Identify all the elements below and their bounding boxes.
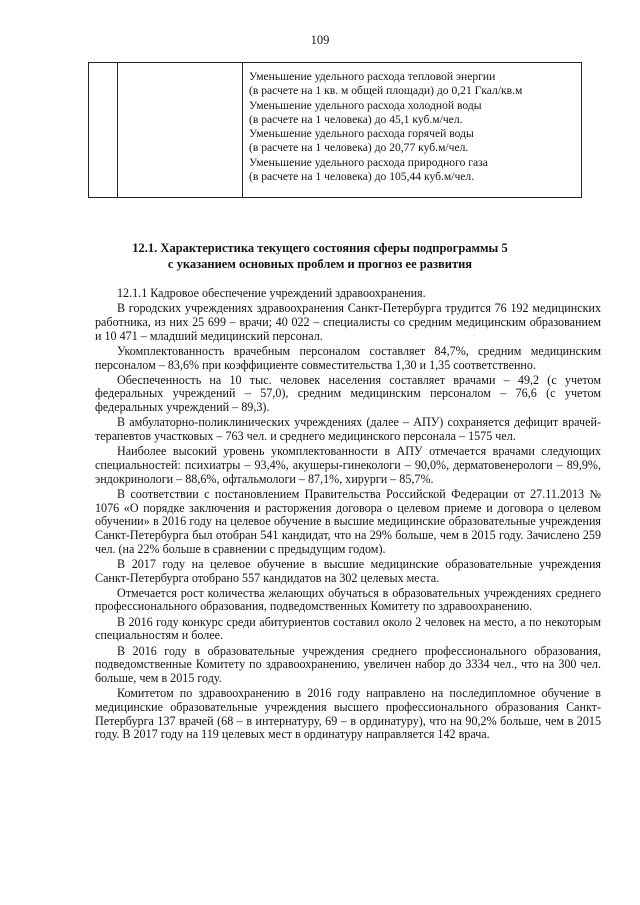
table-row [89,63,582,198]
table-cell-line: Уменьшение удельного расхода тепловой энергии [249,70,496,83]
table-cell-line: (в расчете на 1 кв. м общей площади) до 0,21 Гкал/кв.м [249,84,523,98]
paragraph: В амбулаторно-поликлинических учреждениях (далее – АПУ) сохраняется дефицит врачей-терапевтов участковых – 763 чел. и среднего медицинского персонала – 1575 чел. [95,415,601,444]
paragraph: Комитетом по здравоохранению в 2016 году направлено на последипломное обучение в медицинские образовательные учреждения высшего профессионального образования Санкт-Петербурга 137 врачей (68 – в интернатуру, 69 – в ординатуру), что на 90,2% больше, чем в 2015 году. В 2017 году на 119 целевых мест в ординатуру направляется 142 врача. [95,686,601,742]
paragraph: Укомплектованность врачебным персоналом составляет 84,7%, средним медицинским персоналом – 83,6% при коэффициенте совместительства 1,30 и 1,35 соответственно. [95,343,601,372]
section-heading [60,241,580,272]
paragraph: В 2016 году конкурс среди абитуриентов составил около 2 человек на место, а по некоторым специальностям и более. [95,614,601,643]
table-cell-line: Уменьшение удельного расхода горячей воды [249,127,474,141]
paragraph: Отмечается рост количества желающих обучаться в образовательных учреждениях среднего профессионального образования, подведомственных Комитету по здравоохранению. [95,585,601,614]
table-cell-number [89,63,118,198]
paragraph: В 2016 году в образовательные учреждения среднего профессионального образования, подведомственные Комитету по здравоохранению, увеличен набор до 3334 чел., что на 300 чел. больше, чем в 2015 году. [95,643,601,685]
table-cell-line: (в расчете на 1 человека) до 45,1 куб.м/чел. [249,112,463,126]
paragraph: Обеспеченность на 10 тыс. человек населения составляет врачами – 49,2 (с учетом федеральных учреждений – 57,0), средним медицинским персоналом – 76,6 (с учетом федеральных учреждений – 89,3). [95,372,601,415]
table-cell-line: Уменьшение удельного расхода природного газа [249,155,488,169]
table-cell-results [243,63,582,198]
table-cell-line: (в расчете на 1 человека) до 105,44 куб.м/чел. [249,170,475,184]
paragraph: В 2017 году на целевое обучение в высшие медицинские образовательные учреждения Санкт-Петербурга отобрано 557 кандидатов на 302 целевых места. [95,556,601,585]
table-cell-name [118,63,243,198]
paragraph: 12.1.1 Кадровое обеспечение учреждений здравоохранения. [117,286,426,300]
paragraph: Наиболее высокий уровень укомплектованности в АПУ отмечается врачами следующих специальностей: психиатры – 93,4%, акушеры-гинекологи – 90,0%, дерматовенерологи – 89,9%, эндокринологи – 88,6%, офтальмологи – 87,1%, хирурги – 85,7%. [95,444,601,486]
paragraph: В соответствии с постановлением Правительства Российской Федерации от 27.11.2013 № 1076 «О порядке заключения и расторжения договора о целевом приеме и договора о целевом обучении» в 2016 году на целевое обучение в высшие медицинские образовательные учреждения Санкт-Петербурга был отобран 541 кандидат, что на 29% больше, чем в 2015 году. Зачислено 259 чел. (на 22% больше в сравнении с предыдущим годом). [95,486,601,556]
table-cell-line: Уменьшение удельного расхода холодной воды [249,98,482,112]
paragraph: В городских учреждениях здравоохранения Санкт-Петербурга трудится 76 192 медицинских работника, из них 25 699 – врачи; 40 022 – специалисты со средним медицинским образованием и 10 471 – младший медицинский персонал. [95,301,601,343]
indicator-table [88,62,582,198]
page-number: 109 [310,33,330,47]
body-text [95,287,601,744]
section-heading-line2: с указанием основных проблем и прогноз ее развития [167,256,473,271]
section-heading-line1: 12.1. Характеристика текущего состояния сферы подпрограммы 5 [132,241,508,255]
table-cell-line: (в расчете на 1 человека) до 20,77 куб.м/чел. [249,141,469,155]
